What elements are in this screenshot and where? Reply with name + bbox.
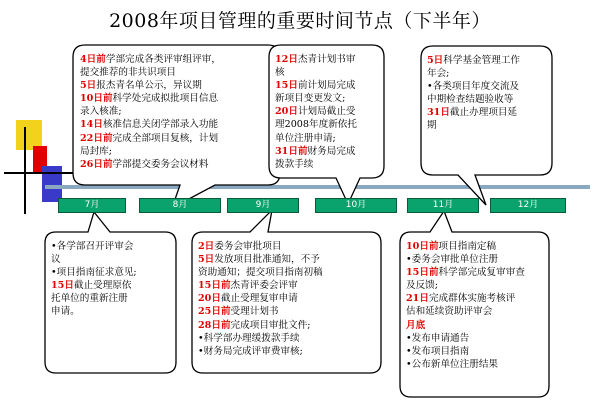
callout-line — [406, 345, 525, 358]
callout-line — [406, 319, 525, 332]
callout-line — [51, 240, 137, 253]
callout-line — [406, 332, 525, 345]
date-label: 15日前 — [406, 267, 439, 279]
callout-line — [427, 106, 520, 119]
callout-line — [406, 279, 525, 292]
date-label: 10日前 — [406, 241, 439, 252]
date-label: 26日前 — [80, 158, 113, 170]
callout-nov-bottom — [406, 240, 525, 371]
date-label: 31日 — [427, 107, 450, 119]
callout-line — [427, 54, 520, 67]
event-text: •科学部办理缓拨款手续 — [198, 332, 300, 344]
callout-line — [427, 119, 520, 132]
callout-line — [198, 319, 323, 332]
event-text: •财务局完成评审费审核; — [198, 345, 303, 357]
date-label: 15日 — [275, 80, 298, 92]
event-text: 前计划局完成 — [297, 80, 356, 92]
event-text: 科学基金管理工作 — [443, 55, 521, 66]
month-dec: 12月 — [490, 198, 566, 213]
event-text: 核 — [275, 67, 285, 79]
event-text: 报杰青名单公示，异议期 — [96, 80, 202, 92]
event-text: •公布新单位注册结果 — [406, 358, 499, 370]
callout-oct-top — [275, 53, 357, 171]
event-text: 期 — [427, 120, 437, 132]
date-label: 月底 — [406, 319, 426, 331]
month-nov: 11月 — [407, 198, 479, 213]
event-text: 计划局截止受 — [297, 106, 356, 118]
callout-line — [275, 158, 357, 171]
date-label: 10日前 — [80, 93, 113, 105]
callout-line — [406, 358, 525, 371]
callout-line — [427, 80, 520, 93]
event-text: 议 — [51, 254, 61, 266]
event-text: 提交推荐的非共识项目 — [80, 67, 176, 79]
event-text: 托单位的重新注册 — [51, 293, 128, 305]
callout-line — [275, 105, 357, 118]
event-text: 新项目变更发文; — [275, 93, 346, 105]
callout-line — [275, 92, 357, 105]
date-label: 12日 — [275, 54, 298, 65]
event-text: 学部完成各类评审组评审， — [105, 54, 221, 65]
date-label: 25日前 — [198, 306, 231, 318]
event-text: 资助通知；提交项目指南初稿 — [198, 267, 323, 279]
callout-line — [51, 279, 137, 292]
callout-line — [406, 240, 525, 253]
event-text: •委务会审批单位注册 — [406, 254, 499, 266]
month-oct: 10月 — [315, 198, 397, 213]
event-text: •各类项目年度交流及 — [427, 81, 520, 93]
event-text: 核准信息关闭学部录入功能 — [102, 119, 219, 131]
event-text: 财务局完成 — [307, 145, 356, 157]
callout-line — [406, 266, 525, 279]
callout-line — [51, 305, 137, 318]
date-label: 14日 — [80, 119, 103, 131]
date-label: 15日前 — [198, 280, 231, 292]
callout-line — [275, 145, 357, 158]
event-text: 理2008年度新依托 — [275, 119, 357, 131]
date-label: 20日 — [275, 106, 298, 118]
event-text: 截止办理项目延 — [449, 107, 518, 119]
date-label: 5日 — [427, 55, 444, 66]
date-label: 15日 — [51, 280, 74, 292]
callout-line — [80, 92, 221, 105]
event-text: 委务会审批项目 — [214, 241, 282, 252]
yellow-square-decoration — [16, 120, 42, 150]
event-text: 杰青计划书审 — [297, 54, 356, 65]
event-text: 截止受理复审申请 — [220, 293, 298, 305]
callout-line — [406, 292, 525, 305]
date-label: 5日 — [198, 254, 215, 266]
callout-line — [80, 132, 221, 145]
month-sep: 9月 — [227, 198, 299, 213]
callout-line — [198, 240, 323, 253]
callout-line — [80, 79, 221, 92]
callout-line — [80, 118, 221, 131]
callout-line — [275, 118, 357, 131]
callout-line — [406, 305, 525, 318]
event-text: 受理计划书 — [230, 306, 279, 318]
callout-sep-bottom — [198, 240, 323, 358]
date-label: 22日前 — [80, 132, 113, 144]
date-label: 21日 — [406, 293, 429, 305]
callout-line — [427, 93, 520, 106]
blue-square-decoration — [42, 166, 62, 202]
event-text: 拨款手续 — [275, 158, 314, 170]
callout-aug-top — [80, 53, 221, 171]
date-label: 31日前 — [275, 145, 308, 157]
callout-line — [275, 66, 357, 79]
event-text: 截止受理原依 — [73, 280, 132, 292]
event-text: 及反馈; — [406, 280, 439, 292]
event-text: 局封库; — [80, 145, 113, 157]
event-text: •各学部召开评审会 — [51, 241, 134, 252]
date-label: 5日 — [80, 80, 97, 92]
event-text: 发放项目批准通知，不予 — [214, 254, 320, 266]
date-label: 2日 — [198, 241, 215, 252]
callout-line — [198, 332, 323, 345]
event-text: 科学部完成复审审查 — [438, 267, 525, 279]
event-text: 杰青评委会评审 — [230, 280, 298, 292]
callout-line — [80, 158, 221, 171]
event-text: 估和延续资助评审会 — [406, 306, 493, 318]
callout-dec-top — [427, 54, 520, 133]
callout-line — [406, 253, 525, 266]
page-title: 2008年项目管理的重要时间节点（下半年） — [109, 10, 491, 32]
event-text: •项目指南征求意见; — [51, 267, 137, 279]
callout-line — [51, 266, 137, 279]
callout-jul-bottom — [51, 240, 137, 319]
callout-line — [275, 79, 357, 92]
date-label: 28日前 — [198, 319, 231, 331]
callout-line — [275, 132, 357, 145]
callout-line — [51, 253, 137, 266]
event-text: 完成全部项目复核，计划 — [112, 132, 219, 144]
callout-line — [80, 66, 221, 79]
callout-line — [198, 305, 323, 318]
callout-line — [198, 279, 323, 292]
callout-line — [80, 145, 221, 158]
event-text: 学部提交委务会议材料 — [112, 158, 209, 170]
callout-line — [198, 345, 323, 358]
callout-line — [427, 67, 520, 80]
event-text: 申请。 — [51, 306, 80, 318]
event-text: 完成项目审批文件; — [230, 319, 311, 331]
event-text: 年会; — [427, 68, 450, 80]
callout-line — [275, 53, 357, 66]
event-text: 录入核准; — [80, 106, 122, 118]
callout-line — [198, 292, 323, 305]
callout-line — [80, 105, 221, 118]
month-jul: 7月 — [58, 198, 126, 213]
month-aug: 8月 — [139, 198, 221, 213]
date-label: 4日前 — [80, 54, 106, 65]
callout-line — [80, 53, 221, 66]
callout-line — [51, 292, 137, 305]
event-text: 完成群体实施考核评 — [428, 293, 516, 305]
event-text: 中期检查结题验收等 — [427, 94, 514, 106]
callout-line — [198, 266, 323, 279]
event-text: 单位注册申请; — [275, 132, 336, 144]
date-label: 20日 — [198, 293, 221, 305]
event-text: •发布申请通告 — [406, 332, 470, 344]
event-text: •发布项目指南 — [406, 345, 470, 357]
callout-line — [198, 253, 323, 266]
event-text: 项目指南定稿 — [438, 241, 497, 252]
event-text: 科学处完成拟批项目信息 — [112, 93, 219, 105]
